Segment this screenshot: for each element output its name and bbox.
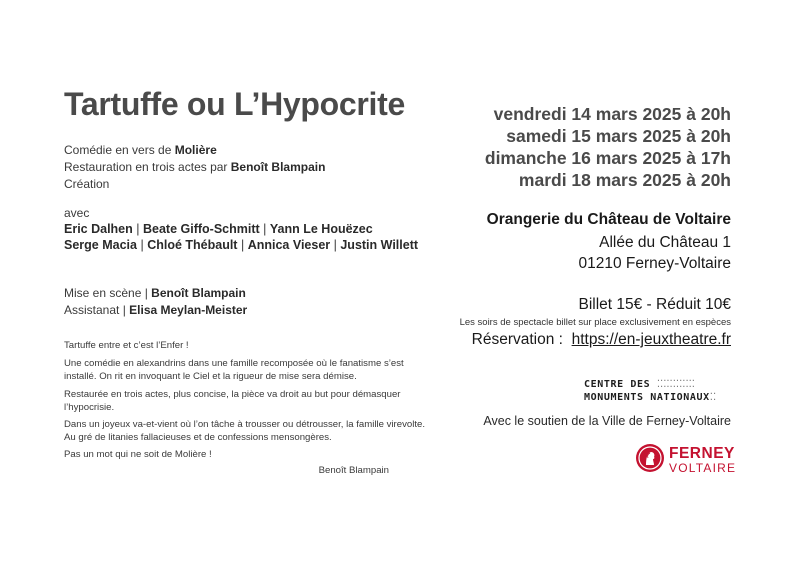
performance-date: samedi 15 mars 2025 à 20h xyxy=(506,126,731,146)
cast-member: Eric Dalhen xyxy=(64,222,133,236)
cast-separator: | xyxy=(333,238,337,252)
cast-separator: | xyxy=(263,222,267,236)
play-title: Tartuffe ou L’Hypocrite xyxy=(64,86,405,122)
assistant-name: Elisa Meylan-Meister xyxy=(129,303,248,317)
cmn-logo-text-2: MONUMENTS NATIONAUX xyxy=(584,392,710,403)
credits-author-prefix: Comédie en vers de xyxy=(64,143,175,157)
performance-date: dimanche 16 mars 2025 à 17h xyxy=(484,148,731,168)
author-name: Molière xyxy=(174,143,217,157)
staging-assistant-line xyxy=(64,302,247,319)
cmn-logo-line-1 xyxy=(584,378,734,391)
dot-pattern-icon: ⁚⁚ xyxy=(709,392,717,403)
synopsis-p2: Une comédie en alexandrins dans une famille recomposée où le fanatisme s’est installé. On rit en invoquant le Ciel et la rigueur de mise sera démise. xyxy=(64,358,404,382)
cast-separator: | xyxy=(240,238,245,252)
synopsis-signature: Benoît Blampain xyxy=(318,465,389,476)
director-label: Mise en scène | xyxy=(64,286,152,300)
synopsis-p1: Tartuffe entre et c’est l’Enfer ! xyxy=(64,340,189,351)
ferney-logo-line-2: VOLTAIRE xyxy=(669,461,737,475)
cmn-logo-line-2 xyxy=(584,391,734,404)
voltaire-portrait-icon xyxy=(636,444,664,472)
performance-date: vendredi 14 mars 2025 à 20h xyxy=(493,104,731,124)
reservation-link[interactable]: https://en-jeuxtheatre.fr xyxy=(571,331,731,348)
cast-member: Yann Le Houëzec xyxy=(269,222,373,236)
director-name: Benoît Blampain xyxy=(151,286,246,300)
venue-name: Orangerie du Château de Voltaire xyxy=(486,211,731,228)
venue-street: Allée du Château 1 xyxy=(599,234,731,251)
cmn-logo xyxy=(584,378,734,408)
synopsis-p3: Restaurée en trois actes, plus concise, la pièce va droit au but pour démasquer l’hypocrisie. xyxy=(64,389,401,413)
venue-city: 01210 Ferney-Voltaire xyxy=(578,255,731,272)
cast-member: Annica Vieser xyxy=(247,238,331,252)
cast-member: Chloé Thébault xyxy=(147,238,238,252)
cast-member: Serge Macia xyxy=(64,238,137,252)
credits-restoration-prefix: Restauration en trois actes par xyxy=(64,160,231,174)
cast-line-2 xyxy=(64,237,418,254)
cast-intro: avec xyxy=(64,206,90,220)
credits-restoration-line xyxy=(64,159,325,176)
cast-member: Justin Willett xyxy=(340,238,419,252)
cmn-logo-text-1: CENTRE DES xyxy=(584,379,651,390)
credits-creation: Création xyxy=(64,177,110,191)
cast-separator: | xyxy=(136,222,140,236)
ticket-note: Les soirs de spectacle billet sur place exclusivement en espèces xyxy=(459,317,731,328)
performance-date: mardi 18 mars 2025 à 20h xyxy=(518,170,731,190)
ferney-voltaire-logo xyxy=(636,444,736,476)
credits xyxy=(64,142,325,193)
assistant-label: Assistanat | xyxy=(64,303,130,317)
cast-line-1 xyxy=(64,221,373,238)
ticket-price: Billet 15€ - Réduit 10€ xyxy=(578,296,731,313)
ferney-logo-line-1: FERNEY xyxy=(669,445,735,462)
cast-separator: | xyxy=(140,238,144,252)
staging xyxy=(64,285,247,319)
cast-member: Beate Giffo-Schmitt xyxy=(143,222,260,236)
dot-pattern-icon: ⁚⁚⁚⁚⁚⁚⁚⁚⁚⁚⁚⁚ xyxy=(656,379,695,390)
restorer-name: Benoît Blampain xyxy=(230,160,326,174)
reservation-label: Réservation : xyxy=(471,331,563,348)
reservation-line xyxy=(472,331,731,349)
credits-author-line xyxy=(64,142,325,159)
synopsis-p5: Pas un mot qui ne soit de Molière ! xyxy=(64,449,212,460)
support-text: Avec le soutien de la Ville de Ferney-Voltaire xyxy=(483,414,731,428)
staging-director-line xyxy=(64,285,247,302)
synopsis-p4: Dans un joyeux va-et-vient où l’on tâche à trousser ou détrousser, la famille virevolte. Au gré de litanies fallacieuses et de confessions mensongères. xyxy=(64,419,426,443)
